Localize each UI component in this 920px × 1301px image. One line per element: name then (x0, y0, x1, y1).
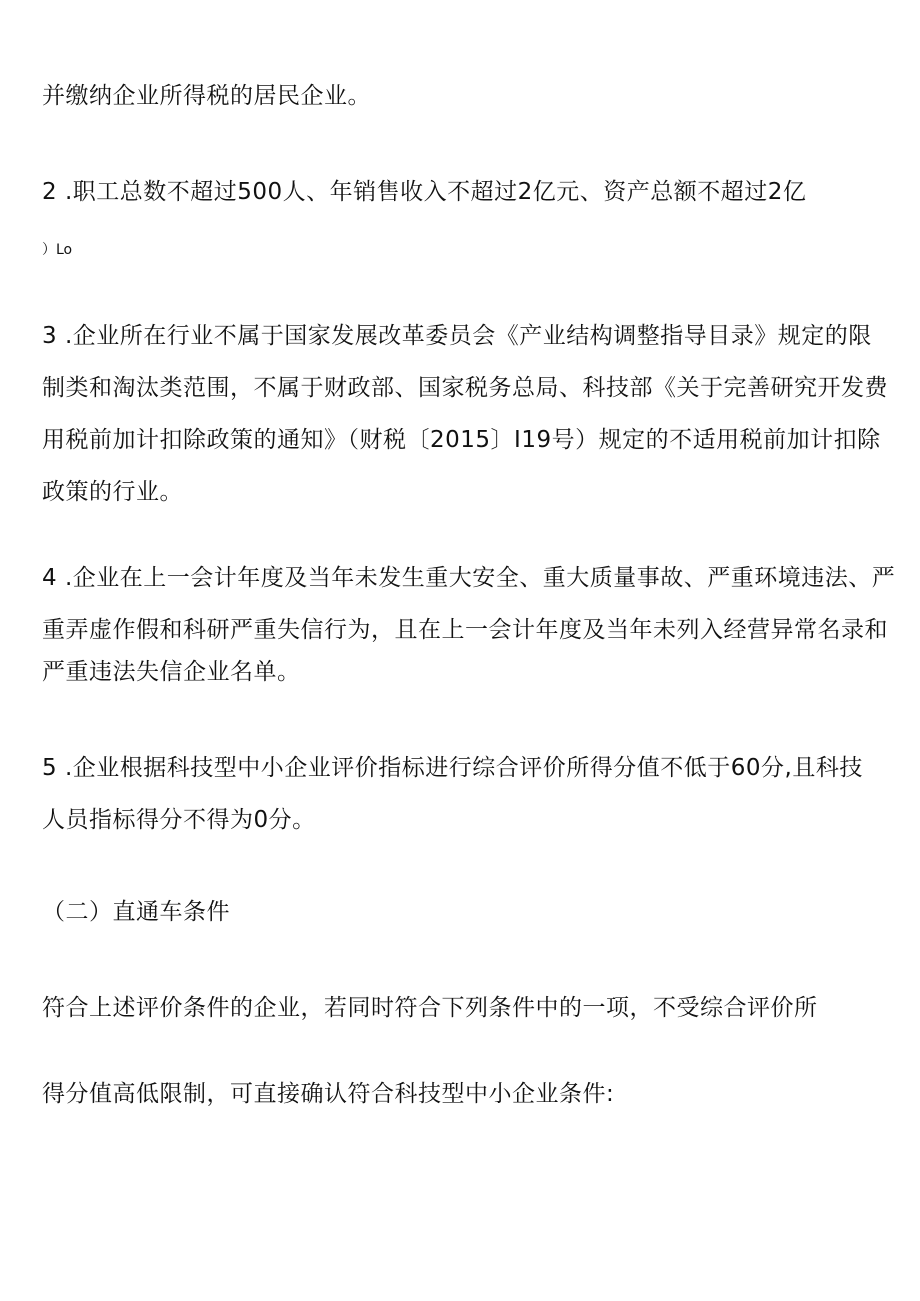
text-line: 得分值高低限制，可直接确认符合科技型中小企业条件: (42, 1081, 615, 1107)
text-line: 政策的行业。 (42, 479, 183, 505)
text-line: 3 .企业所在行业不属于国家发展改革委员会《产业结构调整指导目录》规定的限 (42, 323, 872, 349)
section-heading: （二）直通车条件 (42, 899, 230, 925)
text-line: 用税前加计扣除政策的通知》（财税〔2015〕I19号）规定的不适用税前加计扣除 (42, 427, 881, 453)
text-line: 5 .企业根据科技型中小企业评价指标进行综合评价所得分值不低于60分,且科技 (42, 755, 863, 781)
text-line: ）Lo (42, 242, 73, 258)
text-line: 制类和淘汰类范围，不属于财政部、国家税务总局、科技部《关于完善研究开发费 (42, 375, 888, 401)
text-line: 严重违法失信企业名单。 (42, 659, 301, 685)
text-line: 重弄虚作假和科研严重失信行为，且在上一会计年度及当年未列入经营异常名录和 (42, 617, 888, 643)
text-line: 4 .企业在上一会计年度及当年未发生重大安全、重大质量事故、严重环境违法、严 (42, 565, 896, 591)
text-line: 2 .职工总数不超过500人、年销售收入不超过2亿元、资产总额不超过2亿 (42, 179, 807, 205)
text-line: 并缴纳企业所得税的居民企业。 (42, 83, 371, 109)
text-line: 符合上述评价条件的企业，若同时符合下列条件中的一项，不受综合评价所 (42, 995, 818, 1021)
text-line: 人员指标得分不得为0分。 (42, 807, 316, 833)
